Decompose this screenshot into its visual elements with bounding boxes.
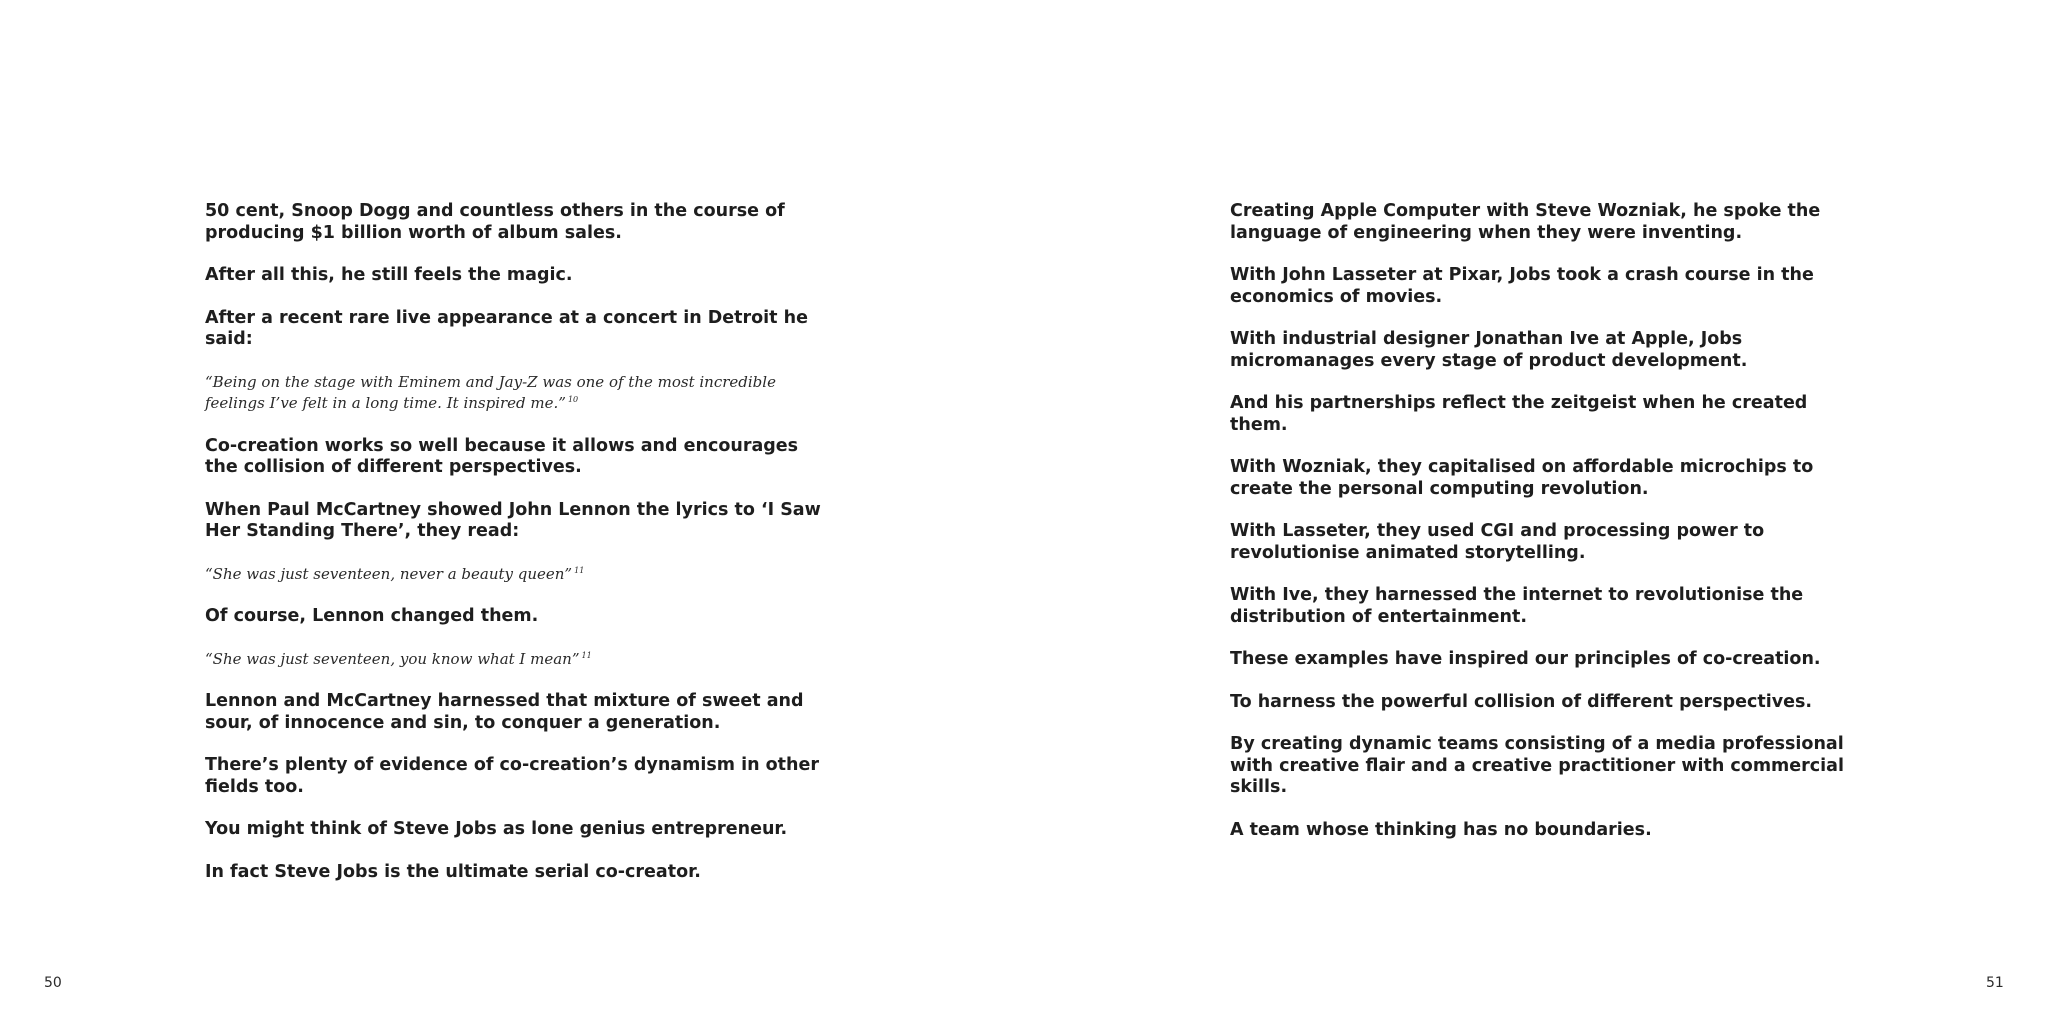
paragraph: With Ive, they harnessed the internet to revolutionise the distribution of entertainment.: [1230, 585, 1804, 627]
page-number-right: 51: [1986, 975, 2004, 991]
paragraph: With John Lasseter at Pixar, Jobs took a crash course in the economics of movies.: [1230, 265, 1814, 307]
paragraph: A team whose thinking has no boundaries.: [1230, 819, 1652, 840]
paragraph: You might think of Steve Jobs as lone genius entrepreneur.: [205, 819, 788, 839]
paragraph: And his partnerships reflect the zeitgeist when he created them.: [1230, 393, 1808, 435]
left-page-body: [205, 201, 830, 904]
right-page-body: [1230, 201, 1855, 862]
paragraph: 50 cent, Snoop Dogg and countless others in the course of producing $1 billion worth of album sales.: [205, 201, 785, 243]
footnote-ref: 10: [567, 395, 579, 404]
paragraph: Co-creation works so well because it allows and encourages the collision of different perspectives.: [205, 435, 799, 477]
paragraph: Creating Apple Computer with Steve Wozniak, he spoke the language of engineering when they were inventing.: [1230, 201, 1821, 243]
quote-text: “She was just seventeen, you know what I mean”: [205, 649, 580, 668]
paragraph: Of course, Lennon changed them.: [205, 606, 539, 626]
paragraph: There’s plenty of evidence of co-creation’s dynamism in other fields too.: [205, 755, 819, 797]
paragraph: To harness the powerful collision of different perspectives.: [1230, 691, 1813, 712]
paragraph: After all this, he still feels the magic.: [205, 265, 573, 285]
quote: [205, 372, 830, 415]
paragraph: Lennon and McCartney harnessed that mixture of sweet and sour, of innocence and sin, to conquer a generation.: [205, 691, 804, 733]
footnote-ref: 11: [574, 565, 585, 575]
paragraph: After a recent rare live appearance at a concert in Detroit he said:: [205, 307, 808, 349]
paragraph: When Paul McCartney showed John Lennon the lyrics to ‘I Saw Her Standing There’, they read:: [205, 499, 821, 541]
quote-text: “She was just seventeen, never a beauty queen”: [205, 564, 573, 583]
quote: [205, 649, 830, 671]
footnote-ref: 11: [581, 650, 592, 660]
quote-text: “Being on the stage with Eminem and Jay-Z was one of the most incredible feelings I’ve felt in a long time. It inspired me.”: [205, 372, 776, 412]
paragraph: With Wozniak, they capitalised on affordable microchips to create the personal computing revolution.: [1230, 457, 1814, 499]
page-number-left: 50: [44, 975, 62, 991]
paragraph: These examples have inspired our principles of co-creation.: [1230, 649, 1821, 669]
paragraph: In fact Steve Jobs is the ultimate serial co-creator.: [205, 861, 701, 882]
quote: [205, 564, 830, 586]
paragraph: With industrial designer Jonathan Ive at Apple, Jobs micromanages every stage of product development.: [1230, 329, 1748, 371]
paragraph: With Lasseter, they used CGI and processing power to revolutionise animated storytelling.: [1230, 521, 1765, 563]
paragraph: By creating dynamic teams consisting of a media professional with creative flair and a creative practitioner with commercial skills.: [1230, 734, 1844, 797]
